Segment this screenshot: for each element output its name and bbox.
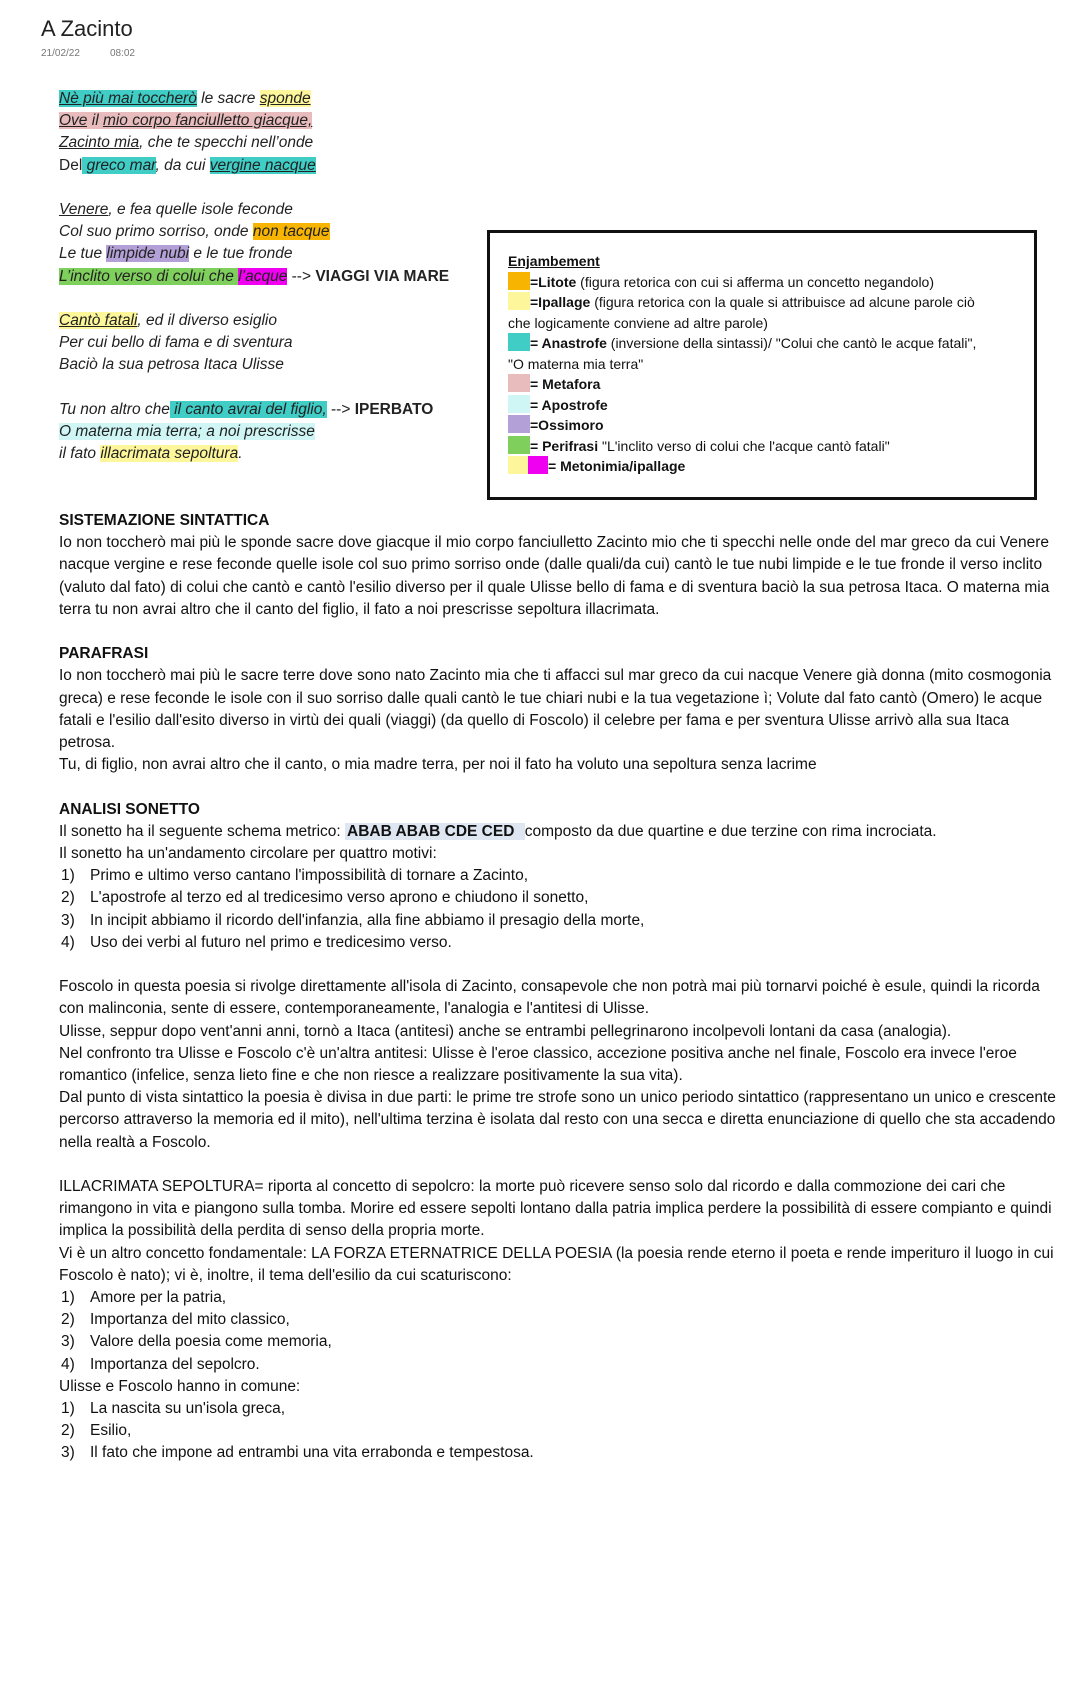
list-item [59, 1354, 1069, 1376]
motivi-list [59, 865, 1069, 954]
ossimoro-highlight: limpide nubi [106, 245, 190, 263]
paragraph: Vi è un altro concetto fondamentale: LA FORZA ETERNATRICE DELLA POESIA (la poesia rende eterno il poeta e rende imperituro il luogo in cui Foscolo è nato); vi è, inoltre, il tema dell'esilio da cui scaturiscono: [59, 1244, 1054, 1284]
poem-line-9 [59, 310, 449, 332]
list-item [59, 932, 1069, 954]
list-text: Primo e ultimo verso cantano l'impossibilità di tornare a Zacinto, [90, 867, 529, 885]
list-item [59, 887, 1069, 909]
anastrofe-swatch [508, 333, 530, 351]
note-date: 21/02/22 [41, 48, 80, 59]
legend-item-litote [508, 272, 1018, 293]
metonimia-highlight: l’acque [238, 267, 288, 285]
paragraph: Foscolo in questa poesia si rivolge direttamente all'isola di Zacinto, consapevole che non potrà mai più tornarvi poiché è esule, quindi la ricorda con malinconia, sente di essere, contemporaneamente, l'analogia e l'antitesi di Ulisse. [59, 978, 1040, 1018]
blank-line [59, 621, 1069, 643]
arrow-text: --> [326, 400, 355, 418]
apostrofe-swatch [508, 395, 530, 413]
blank-line [59, 954, 1069, 976]
poem-line-1 [59, 88, 449, 110]
poem-text: , che te specchi nell’onde [139, 134, 314, 152]
ipallage-highlight: illacrimata sepoltura [100, 445, 239, 463]
apostrofe-highlight: O materna mia terra; a noi prescrisse [59, 423, 315, 440]
poem-line-3 [59, 132, 449, 154]
legend-label: = Metonimia/ipallage [548, 458, 686, 474]
stanza-gap [59, 177, 449, 199]
poem-text: Venere [59, 201, 109, 218]
list-item [59, 1331, 1069, 1353]
section-heading-sintattica: SISTEMAZIONE SINTATTICA [59, 512, 270, 529]
sintattica-text: Io non toccherò mai più le sponde sacre dove giacque il mio corpo fanciulletto Zacinto mio che ti specchi nelle onde del mar greco da cui Venere nacque vergine e rese feconde quelle isole col suo primo sorriso onde (dalle quali/da cui) cantò le tue nubi limpide e le tue fronde il verso inclito (valuto dal fato) di colui che cantò e cantò l'esilio diverso per il quale Ulisse bello di fama e di sventura baciò la sua petrosa Itaca. O materna mia terra tu non avrai altro che il canto del figlio, il fato a noi prescrisse sepoltura illacrimata. [59, 534, 1050, 618]
legend-item-ossimoro [508, 415, 1018, 436]
poem-line-12 [59, 399, 449, 421]
note-title[interactable]: A Zacinto [41, 16, 133, 41]
legend-desc-cont: "O materna mia terra" [508, 355, 644, 372]
poem-text: , e fea quelle isole feconde [108, 201, 293, 218]
poem-text: Col suo primo sorriso, onde [59, 223, 253, 241]
parafrasi-text: Io non toccherò mai più le sacre terre dove sono nato Zacinto mia che ti affacci sul mar greco da cui nacque Venere già donna (mito cosmogonia greca) e rese feconde le isole con il suo sorriso dalle quali cantò le tue chiari nubi e la tua vegetazione ì; Volute dal fato cantò (Omero) le acque fatali e l'esilio dall'esito diverso in virtù dei quali (viaggi) (da quello di Foscolo) il celebre per fama e per sventura Ulisse arrivò alla sua Itaca petrosa. [59, 667, 1052, 752]
list-item [59, 1420, 1069, 1442]
list-item [59, 910, 1069, 932]
anastrofe-highlight: Nè più mai toccherò [59, 90, 197, 107]
legend-label: = Anastrofe [530, 335, 607, 351]
litote-highlight: non tacque [252, 223, 330, 241]
poem-line-6 [59, 221, 449, 243]
note-time: 08:02 [109, 48, 135, 59]
poem-line-5 [59, 199, 449, 221]
poem-line-4 [59, 155, 449, 177]
legend-item-perifrasi [508, 436, 1018, 457]
ossimoro-swatch [508, 415, 530, 433]
legend-box [487, 230, 1037, 500]
analisi-text: Il sonetto ha il seguente schema metrico: [59, 822, 346, 840]
anastrofe-highlight: vergine nacque [209, 156, 316, 174]
legend-label: = Apostrofe [530, 396, 608, 413]
list-text: L'apostrofe al terzo ed al tredicesimo verso aprono e chiudono il sonetto, [90, 889, 589, 907]
perifrasi-highlight: L’inclito verso di colui che [59, 267, 239, 285]
metric-scheme-highlight: ABAB ABAB CDE CED [345, 823, 525, 840]
note-meta [41, 48, 165, 59]
list-number: 2) [61, 1311, 75, 1329]
anastrofe-highlight: il canto avrai del figlio, [169, 400, 327, 418]
annotation-iperbato: IPERBATO [354, 400, 434, 418]
list-number: 3) [61, 1444, 75, 1462]
poem-line-8 [59, 266, 449, 288]
blank-line [59, 1154, 1069, 1176]
arrow-text: --> [287, 267, 316, 285]
list-number: 4) [61, 1355, 75, 1373]
list-text: Importanza del mito classico, [90, 1311, 290, 1329]
legend-label: = Perifrasi [530, 437, 599, 454]
list-number: 2) [61, 1422, 75, 1440]
list-text: Valore della poesia come memoria, [90, 1333, 332, 1351]
poem-text: Zacinto mia [59, 134, 140, 152]
legend-item-metonimia [508, 456, 1018, 477]
comune-list [59, 1398, 1069, 1465]
poem-text: . [238, 445, 243, 463]
list-number: 1) [61, 1400, 75, 1418]
list-number: 4) [61, 933, 75, 951]
notes-body [59, 510, 1069, 1465]
poem-text: Del [59, 156, 83, 174]
metafora-swatch [508, 374, 530, 392]
list-number: 2) [61, 889, 75, 907]
ipallage-highlight: Cantò fatali [59, 312, 138, 329]
poem-line-14 [59, 443, 449, 465]
legend-label: =Ossimoro [530, 417, 604, 433]
legend-item-ipallage [508, 292, 1018, 313]
litote-swatch [508, 272, 530, 290]
metafora-highlight: mio corpo fanciulletto giacque, [102, 112, 313, 130]
poem [59, 88, 449, 465]
legend-title: Enjambement [508, 253, 600, 269]
poem-line-2 [59, 110, 449, 132]
section-heading-parafrasi: PARAFRASI [59, 645, 149, 663]
legend-label: = Metafora [530, 376, 601, 392]
analisi-text: composto da due quartine e due terzine con rima incrociata. [524, 822, 937, 840]
legend-item-anastrofe [508, 333, 1018, 354]
anastrofe-highlight: greco mar [82, 156, 156, 174]
section-heading-analisi: ANALISI SONETTO [59, 800, 200, 818]
poem-line-10: Per cui bello di fama e di sventura [59, 334, 293, 352]
paragraph: ILLACRIMATA SEPOLTURA= riporta al concetto di sepolcro: la morte può ricevere senso solo dal ricordo e dalla commozione dei cari che rimangono in vita e piangono sulla tomba. Morire ed essere sepolti lontano dalla patria implica perdere la possibilità di essere compianto e quindi implica la possibilità della perdita di senso della propria morte. [59, 1178, 1052, 1240]
list-text: Amore per la patria, [90, 1289, 227, 1307]
legend-desc: (inversione della sintassi)/ "Colui che cantò le acque fatali", [606, 335, 977, 351]
metonimia-swatch-a [508, 456, 528, 474]
poem-text: Tu non altro che [59, 400, 170, 418]
stanza-gap [59, 377, 449, 399]
list-number: 1) [61, 867, 75, 885]
poem-text: le sacre [196, 90, 260, 107]
list-text: La nascita su un'isola greca, [90, 1400, 286, 1418]
list-number: 1) [61, 1289, 75, 1307]
list-text: Il fato che impone ad entrambi una vita errabonda e tempestosa. [90, 1444, 534, 1462]
legend-label: =Litote [530, 273, 577, 290]
list-number: 3) [61, 911, 75, 929]
poem-line-7 [59, 243, 449, 265]
poem-text: , ed il diverso esiglio [137, 312, 277, 329]
list-item [59, 865, 1069, 887]
list-text: Uso dei verbi al futuro nel primo e tredicesimo verso. [90, 933, 452, 951]
parafrasi-text-2: Tu, di figlio, non avrai altro che il canto, o mia madre terra, per noi il fato ha voluto una sepoltura senza lacrime [59, 756, 817, 774]
paragraph: Ulisse, seppur dopo vent'anni anni, tornò a Itaca (antitesi) anche se entrambi pellegrinarono incolpevoli lontani da casa (analogia). [59, 1022, 952, 1040]
metafora-highlight: Ove [59, 112, 88, 130]
list-text: Esilio, [90, 1422, 132, 1440]
legend-label: =Ipallage [530, 294, 591, 310]
legend-desc: (figura retorica con cui si afferma un concetto negandolo) [576, 273, 934, 290]
stanza-gap [59, 288, 449, 310]
metafora-highlight: il [87, 112, 103, 130]
analisi-schema-line [59, 821, 1069, 843]
poem-text: Le tue [59, 245, 107, 263]
legend-desc: (figura retorica con la quale si attribuisce ad alcune parole ciò [590, 294, 975, 310]
legend-item-apostrofe [508, 395, 1018, 416]
analisi-circ: Il sonetto ha un'andamento circolare per quattro motivi: [59, 845, 437, 863]
paragraph: Nel confronto tra Ulisse e Foscolo c'è un'altra antitesi: Ulisse è l'eroe classico, accezione positiva anche nel finale, Foscolo era invece l'eroe romantico (infelice, senza lieto fine e che non riesce a realizzare positivamente la sua vita). [59, 1044, 1017, 1085]
poem-text: , da cui [155, 156, 210, 174]
list-text: Importanza del sepolcro. [90, 1355, 260, 1373]
list-item [59, 1287, 1069, 1309]
legend-desc-cont: che logicamente conviene ad altre parole) [508, 314, 768, 331]
legend-desc: "L'inclito verso di colui che l'acque cantò fatali" [598, 437, 890, 454]
list-number: 3) [61, 1333, 75, 1351]
metonimia-swatch-b [528, 456, 548, 474]
paragraph: Dal punto di vista sintattico la poesia è divisa in due parti: le prime tre strofe sono un unico periodo sintattico (rappresentano un unico e crescente percorso attraverso la memoria ed il mito), nell'ultima terzina è isolata dal resto con una secca e diretta enunciazione di quello che sta accadendo nella realtà a Foscolo. [59, 1089, 1056, 1151]
poem-text: e le tue fronde [189, 245, 293, 263]
ipallage-highlight: sponde [259, 90, 311, 107]
list-item [59, 1309, 1069, 1331]
poem-line-11: Baciò la sua petrosa Itaca Ulisse [59, 356, 284, 374]
ipallage-swatch [508, 292, 530, 310]
perifrasi-swatch [508, 436, 530, 454]
list-item [59, 1442, 1069, 1464]
list-item [59, 1398, 1069, 1420]
poem-text: il fato [59, 445, 101, 463]
annotation-viaggi: VIAGGI VIA MARE [315, 267, 450, 285]
legend-item-metafora [508, 374, 1018, 395]
blank-line [59, 776, 1069, 798]
poem-line-13 [59, 421, 449, 443]
temi-list [59, 1287, 1069, 1376]
list-text: In incipit abbiamo il ricordo dell'infanzia, alla fine abbiamo il presagio della morte, [90, 911, 645, 929]
comune-title: Ulisse e Foscolo hanno in comune: [59, 1377, 301, 1395]
